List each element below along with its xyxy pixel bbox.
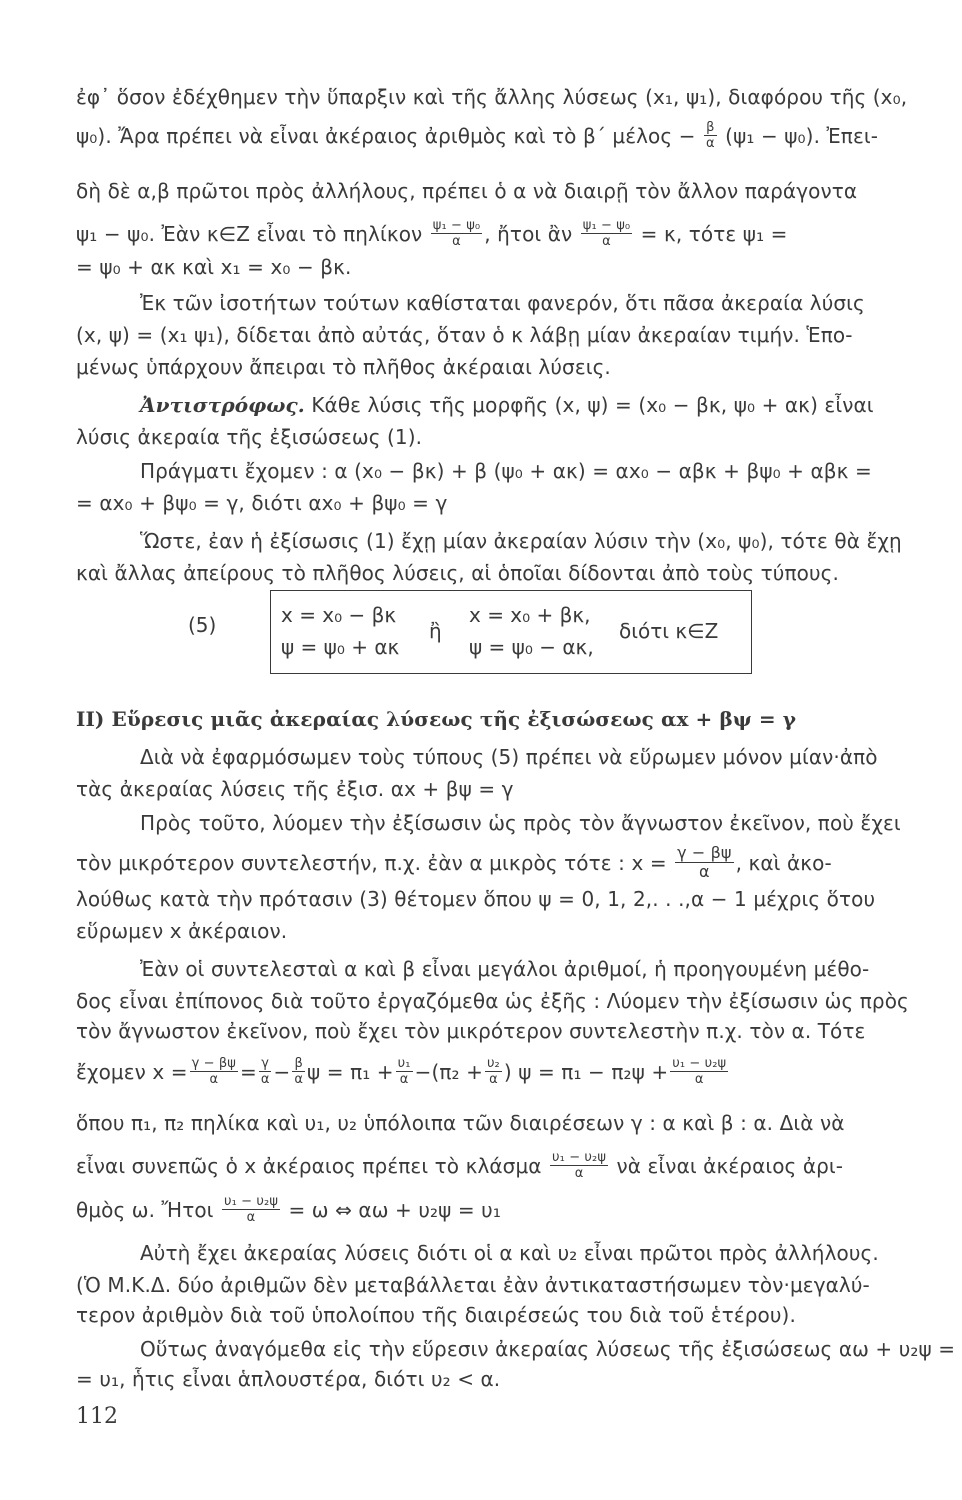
text-line: λούθως κατὰ τὴν πρότασιν (3) θέτομεν ὅπου ψ = 0, 1, 2,. . .,α − 1 μέχρις ὅτου xyxy=(76,887,876,911)
fraction-u1-u2psi: $\frac{\text{υ₁ − υ₂ψ}}{\alpha}$ xyxy=(224,1194,279,1225)
text-line: μένως ὑπάρχουν ἄπειραι τὸ πλῆθος ἀκέραιαι λύσεις. xyxy=(76,355,611,379)
text-line: καὶ ἄλλας ἀπείρους τὸ πλῆθος λύσεις, αἱ ὁποῖαι δίδονται ἀπὸ τοὺς τύπους. xyxy=(76,561,839,585)
text-line: (x, ψ) = (x₁ ψ₁), δίδεται ἀπὸ αὐτάς, ὅταν ὁ κ λάβῃ μίαν ἀκεραίαν τιμήν. Ἑπο- xyxy=(76,323,853,347)
text-line: Διὰ νὰ ἐφαρμόσωμεν τοὺς τύπους (5) πρέπει νὰ εὕρωμεν μόνον μίαν·ἀπὸ xyxy=(140,745,878,769)
text-line: τὰς ἀκεραίας λύσεις τῆς ἐξισ. αx + βψ = γ xyxy=(76,777,514,801)
text-span: = κ, τότε ψ₁ = xyxy=(640,222,788,246)
fraction-gamma-beta-psi: $\frac{\gamma - \beta\psi}{\alpha}$ xyxy=(191,1056,236,1087)
text-span: = ω ⇔ αω + υ₂ψ = υ₁ xyxy=(288,1198,501,1222)
text-line: Οὕτως ἀναγόμεθα εἰς τὴν εὕρεσιν ἀκεραίας λύσεως τῆς ἐξισώσεως αω + υ₂ψ = xyxy=(140,1337,956,1361)
text-span: νὰ εἶναι ἀκέραιος ἀρι- xyxy=(616,1154,844,1178)
text-line: (Ὁ Μ.Κ.Δ. δύο ἀριθμῶν δὲν μεταβάλλεται ἐὰν ἀντικαταστήσωμεν τὸν·μεγαλύ- xyxy=(76,1273,870,1297)
text-span: ) ψ = π₁ − π₂ψ + xyxy=(503,1060,669,1084)
text-line: τὸν ἄγνωστον ἐκεῖνον, ποὺ ἔχει τὸν μικρότερον συντελεστὴν π.χ. τὸν α. Τότε xyxy=(76,1019,866,1043)
formula-left-bottom: ψ = ψ₀ + ακ xyxy=(281,635,400,659)
fraction-beta-alpha: $\frac{\beta}{\alpha}$ xyxy=(294,1056,304,1087)
fraction-psi-diff: $\frac{\text{ψ₁ − ψ₀}}{\alpha}$ xyxy=(432,218,481,249)
text-line: = υ₁, ἧτις εἶναι ἁπλουστέρα, διότι υ₂ < α. xyxy=(76,1367,501,1391)
text-line: Ἐκ τῶν ἰσοτήτων τούτων καθίσταται φανερόν, ὅτι πᾶσα ἀκεραία λύσις xyxy=(140,291,865,315)
fraction-u1-alpha: $\frac{\text{υ₁}}{\alpha}$ xyxy=(397,1056,411,1087)
text-line xyxy=(76,1152,948,1183)
formula-right-bottom: ψ = ψ₀ − ακ, xyxy=(469,635,594,659)
fraction-u1-u2psi: $\frac{\text{υ₁ − υ₂ψ}}{\alpha}$ xyxy=(672,1056,727,1087)
formula-or: ἢ xyxy=(429,619,442,643)
text-line: Ἐὰν οἱ συντελεσταὶ α καὶ β εἶναι μεγάλοι ἀριθμοί, ἡ προηγουμένη μέθο- xyxy=(140,957,870,981)
text-line: = ψ₀ + ακ καὶ x₁ = x₀ − βκ. xyxy=(76,255,352,279)
formula-5-block xyxy=(188,590,758,676)
fraction-u2-alpha: $\frac{\text{υ₂}}{\alpha}$ xyxy=(486,1056,500,1087)
fraction-psi-diff: $\frac{\text{ψ₁ − ψ₀}}{\alpha}$ xyxy=(582,218,631,249)
text-line: Ὥστε, ἐαν ἡ ἐξίσωσις (1) ἔχῃ μίαν ἀκεραίαν λύσιν τὴν (x₀, ψ₀), τότε θὰ ἔχῃ xyxy=(140,529,902,553)
text-span: −(π₂ + xyxy=(414,1060,483,1084)
fraction-gamma-alpha: $\frac{\gamma}{\alpha}$ xyxy=(260,1056,270,1087)
text-line: ἐφ᾽ ὅσον ἐδέχθημεν τὴν ὕπαρξιν καὶ τῆς ἄλλης λύσεως (x₁, ψ₁), διαφόρου τῆς (x₀, xyxy=(76,85,908,109)
text-span: Κάθε λύσις τῆς μορφῆς (x, ψ) = (x₀ − βκ, ψ₀ + ακ) εἶναι xyxy=(304,393,874,417)
text-span: − xyxy=(273,1060,291,1084)
text-line: τερον ἀριθμὸν διὰ τοῦ ὑπολοίπου τῆς διαιρέσεώς του διὰ τοῦ ἑτέρου). xyxy=(76,1303,796,1327)
page-number: 112 xyxy=(76,1404,118,1429)
fraction-gamma-beta-psi: $\frac{\gamma - \beta\psi}{\alpha}$ xyxy=(677,843,732,881)
text-line: δὴ δὲ α,β πρῶτοι πρὸς ἀλλήλους, πρέπει ὁ α νὰ διαιρῇ τὸν ἄλλον παράγοντα xyxy=(76,179,858,203)
equation-label: (5) xyxy=(188,613,217,637)
text-span: (ψ₁ − ψ₀). Ἐπει- xyxy=(725,124,879,148)
text-line: λύσις ἀκεραία τῆς ἐξισώσεως (1). xyxy=(76,425,423,449)
text-span: θμὸς ω. Ἤτοι xyxy=(76,1198,214,1222)
text-line xyxy=(76,220,948,251)
formula-right-top: x = x₀ + βκ, xyxy=(469,603,591,627)
text-line: = αx₀ + βψ₀ = γ, διότι αx₀ + βψ₀ = γ xyxy=(76,491,448,515)
section-heading: ΙΙ) Εὕρεσις μιᾶς ἀκεραίας λύσεως τῆς ἐξισώσεως αx + βψ = γ xyxy=(76,707,797,731)
fraction-u1-u2psi: $\frac{\text{υ₁ − υ₂ψ}}{\alpha}$ xyxy=(552,1150,607,1181)
text-line: ὅπου π₁, π₂ πηλίκα καὶ υ₁, υ₂ ὑπόλοιπα τῶν διαιρέσεων γ : α καὶ β : α. Διὰ νὰ xyxy=(76,1111,845,1135)
text-line xyxy=(76,122,948,153)
formula-box xyxy=(270,590,752,674)
text-span: , καὶ ἀκο- xyxy=(735,851,832,875)
text-line: Αὐτὴ ἔχει ἀκεραίας λύσεις διότι οἱ α καὶ υ₂ εἶναι πρῶτοι πρὸς ἀλλήλους. xyxy=(140,1241,879,1265)
text-span: ψ = π₁ + xyxy=(307,1060,394,1084)
text-line: εὕρωμεν x ἀκέραιον. xyxy=(76,919,288,943)
text-line: Πράγματι ἔχομεν : α (x₀ − βκ) + β (ψ₀ + ακ) = αx₀ − αβκ + βψ₀ + αβκ = xyxy=(140,459,872,483)
text-span: ψ₁ − ψ₀. Ἐὰν κ∈Ζ εἶναι τὸ πηλίκον xyxy=(76,222,423,246)
text-line xyxy=(140,392,962,418)
text-span: τὸν μικρότερον συντελεστήν, π.χ. ἐὰν α μικρὸς τότε : x = xyxy=(76,851,667,875)
text-span: Ἀντιστρόφως. xyxy=(140,393,305,417)
text-span: ψ₀). Ἄρα πρέπει νὰ εἶναι ἀκέραιος ἀριθμὸς καὶ τὸ β΄ μέλος − xyxy=(76,124,696,148)
text-line xyxy=(76,1196,948,1227)
text-line: δος εἶναι ἐπίπονος διὰ τοῦτο ἐργαζόμεθα ὡς ἐξῆς : Λύομεν τὴν ἐξίσωσιν ὡς πρὸς xyxy=(76,989,909,1013)
text-span: , ἤτοι ἂν xyxy=(484,222,573,246)
formula-condition: διότι κ∈Ζ xyxy=(619,619,719,643)
text-line: Πρὸς τοῦτο, λύομεν τὴν ἐξίσωσιν ὡς πρὸς τὸν ἄγνωστον ἐκεῖνον, ποὺ ἔχει xyxy=(140,811,901,835)
text-span: ἔχομεν x = xyxy=(76,1060,188,1084)
text-line xyxy=(76,843,948,883)
text-span: = xyxy=(239,1060,257,1084)
expansion-line xyxy=(76,1058,948,1089)
formula-left-top: x = x₀ − βκ xyxy=(281,603,397,627)
text-span: εἶναι συνεπῶς ὁ x ἀκέραιος πρέπει τὸ κλάσμα xyxy=(76,1154,542,1178)
fraction-beta-alpha: $\frac{\beta}{\alpha}$ xyxy=(706,120,715,151)
